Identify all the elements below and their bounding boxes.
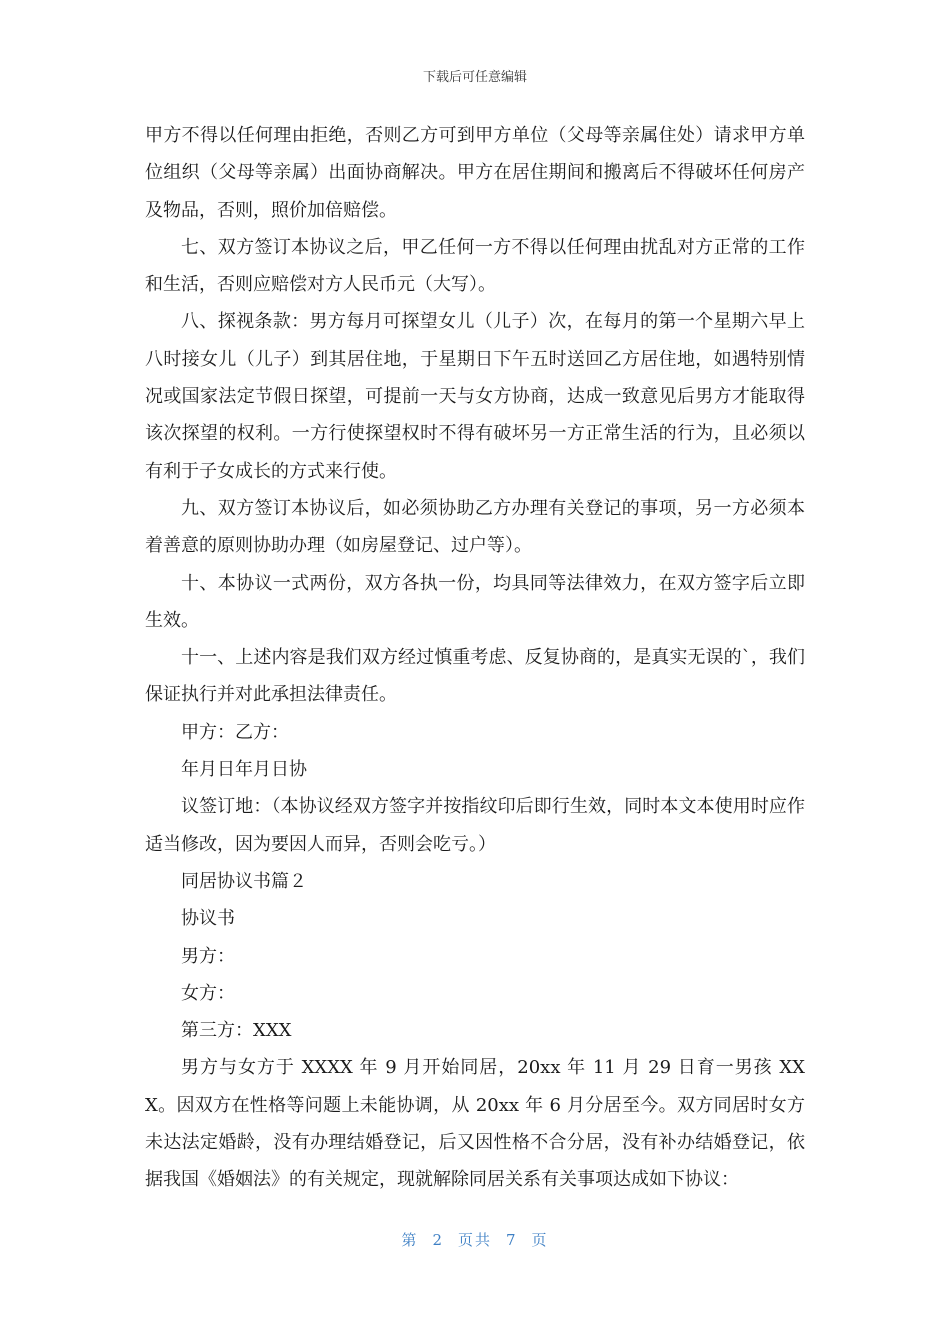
footer-current-page: 2 [432,1231,444,1249]
signature-parties: 甲方：乙方： [181,721,289,743]
section-title-part-2: 同居协议书篇２ [181,870,307,892]
clause-8-visitation: 八、探视条款：男方每月可探望女儿（儿子）次，在每月的第一个星期六早上八时接女儿（儿子）到其居住地，于星期日下午五时送回乙方居住地，如遇特别情况或国家法定节假日探望，可提前一天与女方协商，达成一致意见后男方才能取得该次探望的权利。一方行使探望权时不得有破坏另一方正常生活的行为，且必须以有利于子女成长的方式来行使。 [145,311,805,482]
signature-dates: 年月日年月日协 [181,759,307,781]
party-third: 第三方：XXX [181,1020,292,1042]
party-female: 女方： [181,982,235,1004]
party-male: 男方： [181,945,235,967]
footer-total-pages: 7 [506,1231,518,1249]
page-header: 下载后可任意编辑 [422,70,527,85]
clause-7: 七、双方签订本协议之后，甲乙任何一方不得以任何理由扰乱对方正常的工作和生活，否则应赔偿对方人民币元（大写）。 [145,236,805,296]
footer-suffix: 页 [531,1231,549,1249]
page-footer [0,1229,950,1250]
signing-location-note: 议签订地：（本协议经双方签字并按指纹印后即行生效，同时本文本使用时应作适当修改，因为要因人而异，否则会吃亏。） [145,796,805,855]
clause-10: 十、本协议一式两份，双方各执一份，均具同等法律效力，在双方签字后立即生效。 [145,572,805,631]
footer-middle: 页共 [457,1231,492,1249]
document-body [145,117,805,1199]
footer-prefix: 第 [401,1231,419,1249]
agreement-preamble: 男方与女方于 XXXX 年 9 月开始同居，20xx 年 11 月 29 日育一男孩 XXX。因双方在性格等问题上未能协调，从 20xx 年 6 月分居至今。双方同居时女方未达法定婚龄，没有办理结婚登记，后又因性格不合分居，没有补办结婚登记，依据我国《婚姻法》的有关规定，现就解除同居关系有关事项达成如下协议： [145,1057,805,1191]
agreement-heading: 协议书 [181,908,235,930]
clause-9: 九、双方签订本协议后，如必须协助乙方办理有关登记的事项，另一方必须本着善意的原则协助办理（如房屋登记、过户等）。 [145,497,805,557]
clause-11: 十一、上述内容是我们双方经过慎重考虑、反复协商的，是真实无误的`，我们保证执行并对此承担法律责任。 [145,647,805,706]
paragraph-continuation: 甲方不得以任何理由拒绝，否则乙方可到甲方单位（父母等亲属住处）请求甲方单位组织（父母等亲属）出面协商解决。甲方在居住期间和搬离后不得破坏任何房产及物品，否则，照价加倍赔偿。 [145,125,805,221]
